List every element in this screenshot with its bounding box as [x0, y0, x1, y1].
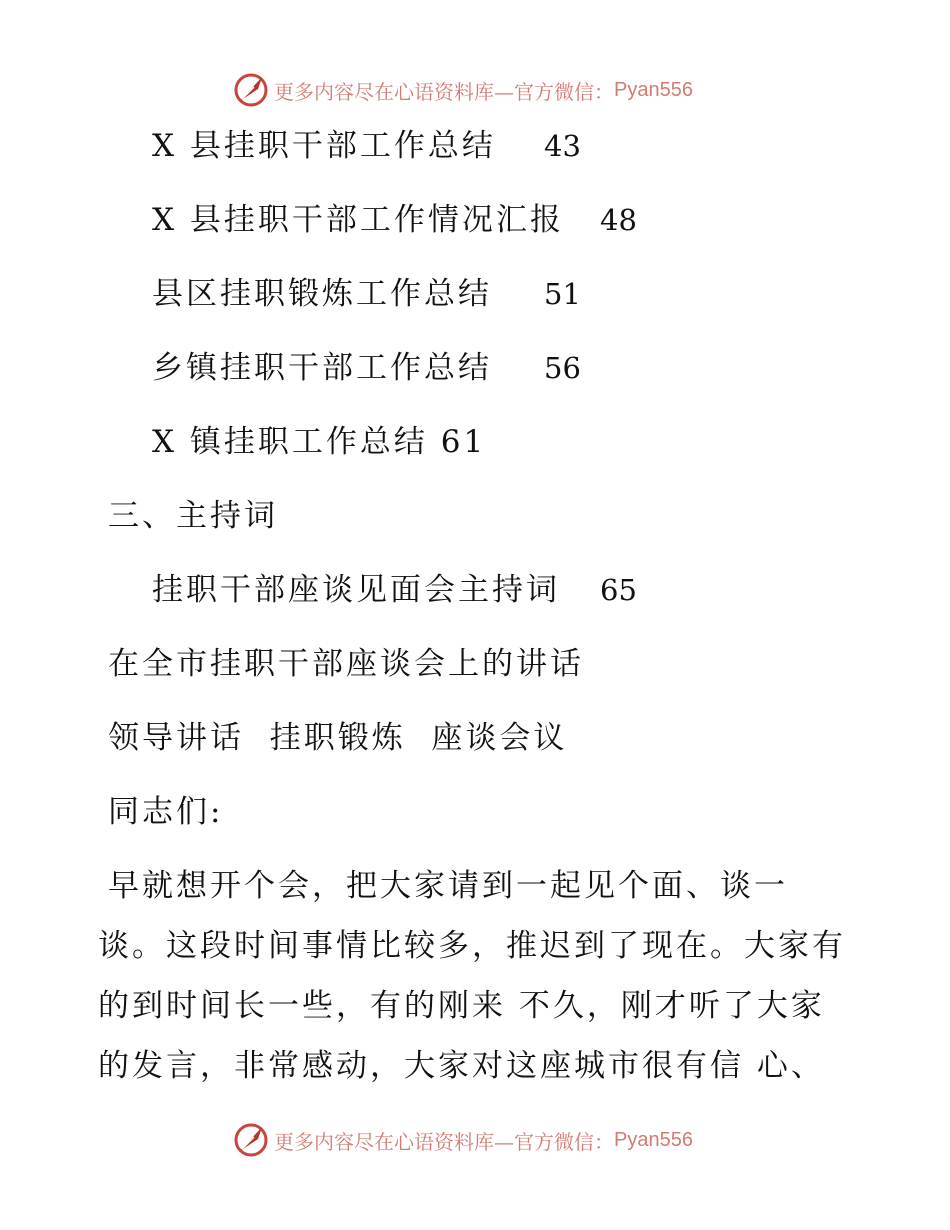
quill-logo-icon [232, 1121, 270, 1159]
article-keywords: 领导讲话 挂职锻炼 座谈会议 [108, 720, 568, 756]
watermark-banner-top [232, 70, 693, 110]
paragraph-line: 谈。这段时间事情比较多，推迟到了现在。大家有 [98, 928, 846, 964]
toc-item-title: X 镇挂职工作总结 61 [152, 424, 487, 460]
toc-item-page: 43 [544, 129, 581, 163]
paragraph-line: 早就想开个会，把大家请到一起见个面、谈一 [108, 868, 788, 904]
toc-item-title: X 县挂职干部工作情况汇报 [152, 202, 564, 238]
toc-item-page: 56 [544, 351, 581, 385]
toc-item-title: 县区挂职锻炼工作总结 [152, 276, 492, 312]
watermark-id: Pyan556 [614, 1128, 693, 1151]
watermark-text: 更多内容尽在心语资料库—官方微信： [274, 79, 614, 104]
toc-item-page: 51 [544, 277, 581, 311]
toc-item-page: 48 [600, 203, 637, 237]
watermark-banner-bottom [232, 1120, 693, 1160]
watermark-text: 更多内容尽在心语资料库—官方微信： [274, 1129, 614, 1154]
quill-logo-icon [232, 71, 270, 109]
paragraph-line: 的发言，非常感动，大家对这座城市很有信 心、 [98, 1048, 825, 1084]
toc-item-page: 65 [600, 573, 637, 607]
watermark-id: Pyan556 [614, 78, 693, 101]
section-heading: 三、主持词 [108, 498, 278, 534]
article-title: 在全市挂职干部座谈会上的讲话 [108, 646, 584, 682]
toc-item-title: 乡镇挂职干部工作总结 [152, 350, 492, 386]
toc-item-title: 挂职干部座谈见面会主持词 [152, 572, 560, 608]
paragraph-line: 的到时间长一些，有的刚来 不久，刚才听了大家 [98, 988, 825, 1024]
article-salutation: 同志们: [108, 794, 224, 830]
toc-item-title: X 县挂职干部工作总结 [152, 128, 496, 164]
